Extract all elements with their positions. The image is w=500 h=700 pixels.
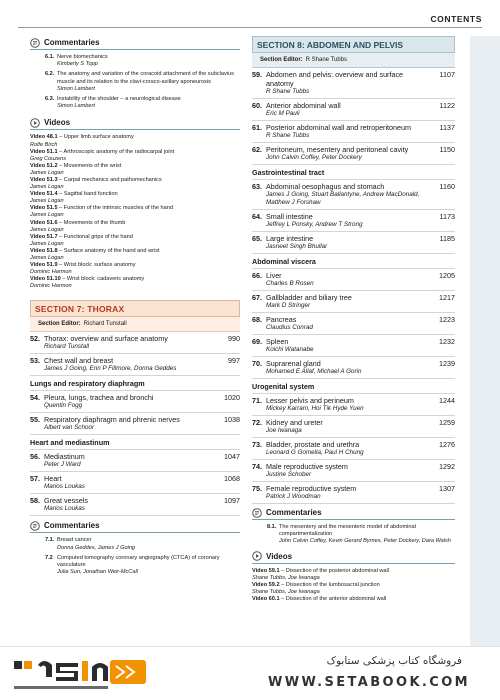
chapter-entry[interactable]	[252, 357, 455, 376]
video-title: – Dissection of the posterior abdominal wall	[279, 567, 390, 574]
commentary-number: 6.3.	[45, 96, 55, 103]
section-8-header: SECTION 8: ABDOMEN AND PELVIS	[252, 36, 455, 53]
video-label: Video 59.2	[252, 581, 280, 588]
chapter-body	[266, 271, 431, 288]
section-7	[30, 300, 240, 516]
chapter-authors: Leonard G Gomella, Paul H Chung	[266, 449, 364, 456]
chapter-authors: Eric M Pauli	[266, 110, 300, 117]
commentary-item	[252, 524, 455, 546]
video-item[interactable]	[30, 248, 240, 262]
chapter-entry[interactable]	[30, 472, 240, 491]
chapter-page: 1239	[439, 359, 455, 368]
chapter-entry[interactable]	[252, 416, 455, 435]
chapter-entry[interactable]	[252, 99, 455, 118]
side-band	[470, 36, 500, 646]
chapter-entry[interactable]	[252, 180, 455, 207]
video-item[interactable]	[30, 205, 240, 219]
video-label: Video 51.3	[30, 176, 58, 183]
store-url[interactable]: WWW.SETABOOK.COM	[267, 675, 470, 690]
chapter-authors: Patrick J Woodman	[266, 493, 321, 500]
commentary-number: 6.2.	[45, 71, 55, 78]
chapter-number: 74.	[252, 462, 262, 471]
chapter-title: Heart	[44, 474, 62, 484]
chapter-page: 1232	[439, 337, 455, 346]
chapter-body	[266, 234, 431, 251]
chapter-page: 1150	[439, 145, 455, 154]
commentary-authors: Kimberly S Topp	[57, 61, 98, 68]
commentaries-heading: Commentaries	[30, 36, 240, 50]
chapter-entry[interactable]	[252, 68, 455, 96]
chapter-entry[interactable]	[252, 121, 455, 140]
store-name: فروشگاه کتاب پزشکی ستابوک	[326, 655, 462, 667]
chapter-page: 1068	[224, 474, 240, 484]
chapter-body	[266, 123, 431, 140]
chapter-body	[266, 212, 431, 229]
video-item[interactable]	[30, 134, 240, 148]
chapter-title: Spleen	[266, 337, 289, 346]
chapter-page: 1097	[224, 496, 240, 506]
commentary-body	[57, 555, 240, 577]
video-item[interactable]	[30, 191, 240, 205]
video-authors: Shane Tubbs, Joe Iwanaga	[252, 588, 320, 595]
video-title: – Movements of the wrist	[57, 162, 122, 169]
chapter-entry[interactable]	[252, 438, 455, 457]
chapter-body	[266, 484, 431, 501]
video-label: Video 51.10	[30, 276, 61, 283]
chapter-number: 75.	[252, 484, 262, 493]
chapter-title: Large intestine	[266, 234, 314, 243]
chapter-body	[44, 452, 216, 469]
video-title: – Surface anatomy of the hand and wrist	[57, 247, 160, 254]
video-title: – Wrist block: cadaveric anatomy	[60, 276, 145, 283]
chapter-number: 61.	[252, 123, 262, 132]
video-label: Video 51.8	[30, 247, 58, 254]
videos-heading: Videos	[30, 116, 240, 130]
chapter-entry[interactable]	[30, 450, 240, 469]
chapter-title: Thorax: overview and surface anatomy	[44, 334, 168, 344]
section-7-header: SECTION 7: THORAX	[30, 300, 240, 317]
video-authors: James Logan	[30, 198, 64, 205]
chapter-title: Posterior abdominal wall and retroperitoneum	[266, 123, 412, 132]
chapter-page: 997	[228, 356, 240, 366]
video-label: Video 51.1	[30, 148, 58, 155]
subhead-heart: Heart and mediastinum	[30, 435, 240, 450]
commentaries-box-right	[252, 506, 455, 546]
chapter-authors: R Shane Tubbs	[266, 88, 310, 95]
commentary-title: Nerve biomechanics	[57, 54, 108, 60]
commentary-title: Breast cancer	[57, 537, 92, 544]
chapter-body	[44, 356, 216, 373]
commentaries-box-2	[30, 519, 240, 576]
chapter-entry[interactable]	[30, 391, 240, 410]
video-title: – Movements of the thumb	[57, 219, 126, 226]
commentary-authors: Simon Lambert	[57, 103, 95, 110]
chapter-title: Anterior abdominal wall	[266, 101, 341, 110]
chapter-number: 56.	[30, 452, 40, 462]
chapter-entry[interactable]	[252, 335, 455, 354]
video-item[interactable]	[30, 177, 240, 191]
chapter-number: 68.	[252, 315, 262, 324]
commentary-title: Computed tomography coronary angiography (CTCA) of coronary vasculature	[57, 554, 220, 569]
chapter-page: 1122	[439, 101, 455, 110]
chapter-title: Great vessels	[44, 496, 88, 506]
chapter-page: 1137	[439, 123, 455, 132]
commentary-authors: Simon Lambert	[57, 85, 95, 92]
chapter-number: 57.	[30, 474, 40, 484]
chapter-number: 62.	[252, 145, 262, 154]
video-item[interactable]	[30, 276, 240, 290]
video-authors: James Logan	[30, 226, 64, 233]
store-banner	[0, 646, 500, 700]
chapter-entry[interactable]	[252, 313, 455, 332]
video-title: – Functional grips of the hand	[57, 233, 133, 240]
video-authors: Greg Couzens	[30, 155, 67, 162]
subhead-lungs: Lungs and respiratory diaphragm	[30, 376, 240, 391]
chapter-page: 1173	[439, 212, 455, 221]
commentary-body	[279, 524, 455, 546]
subhead-urogenital: Urogenital system	[252, 379, 455, 394]
chapter-number: 53.	[30, 356, 40, 366]
chapter-entry[interactable]	[252, 232, 455, 251]
chapter-entry[interactable]	[252, 394, 455, 413]
commentaries-heading-2: Commentaries	[30, 519, 240, 533]
chapter-page: 1307	[439, 484, 455, 493]
video-title: – Arthroscopic anatomy of the radiocarpal joint	[57, 148, 175, 155]
video-authors: James Logan	[30, 240, 64, 247]
commentary-authors: Julia Sun, Jonathan Weir-McCall	[57, 569, 138, 576]
video-title: – Upper limb surface anatomy	[57, 134, 134, 141]
chapter-authors: Justine Schober	[266, 471, 312, 478]
chapter-entry[interactable]	[30, 354, 240, 373]
chapter-page: 1107	[439, 70, 455, 79]
chapter-page: 1259	[439, 418, 455, 427]
video-authors: Rolfe Birch	[30, 141, 58, 148]
chapter-title: Chest wall and breast	[44, 356, 114, 366]
chapter-page: 990	[228, 334, 240, 344]
chapter-title: Gallbladder and biliary tree	[266, 293, 352, 302]
chapter-divider	[30, 515, 240, 516]
chapter-page: 1244	[439, 396, 455, 405]
chapter-entry[interactable]	[252, 269, 455, 288]
video-item[interactable]	[252, 596, 455, 603]
video-authors: Dominic Harmon	[30, 269, 72, 276]
chapter-title: Bladder, prostate and urethra	[266, 440, 360, 449]
chapter-page: 1217	[439, 293, 455, 302]
chapter-page: 1160	[439, 182, 455, 191]
chapter-body	[266, 145, 431, 162]
chapter-body	[266, 315, 431, 332]
chapter-page: 1205	[439, 271, 455, 280]
chapter-body	[44, 393, 216, 410]
commentary-authors: Donna Geddes, James J Going	[57, 544, 136, 551]
chapter-entry[interactable]	[252, 291, 455, 310]
chapter-number: 67.	[252, 293, 262, 302]
chapter-title: Liver	[266, 271, 282, 280]
chapter-body	[44, 496, 216, 513]
video-label: Video 51.9	[30, 262, 58, 269]
commentary-number: 8.1.	[267, 524, 277, 530]
chapter-title: Mediastinum	[44, 452, 85, 462]
video-title: – Function of the intrinsic muscles of the hand	[57, 205, 173, 212]
chapter-authors: Richard Tunstall	[44, 343, 90, 351]
chapter-authors: James J Going, Stuart Ballantyne, Andrew MacDonald, Matthew J Forshaw	[266, 191, 420, 206]
chapter-authors: Joe Iwanaga	[266, 427, 302, 434]
setabook-logo	[10, 655, 150, 695]
chapter-divider	[252, 503, 455, 504]
chapter-authors: John Calvin Coffey, Peter Dockery	[266, 154, 362, 161]
chapter-authors: James J Going, Erin P Fillmore, Donna Geddes	[44, 365, 177, 373]
chapter-title: Abdomen and pelvis: overview and surface anatomy	[266, 70, 404, 88]
video-label: Video 51.5	[30, 205, 58, 212]
video-authors: James Logan	[30, 255, 64, 262]
commentary-body	[57, 96, 240, 110]
video-label: Video 48.1	[30, 134, 58, 141]
chapter-authors: Jasneet Singh Bhullar	[266, 243, 328, 250]
chapter-body	[44, 334, 216, 351]
video-authors: James Logan	[30, 184, 64, 191]
chapter-page: 1185	[439, 234, 455, 243]
chapter-page: 1038	[224, 415, 240, 425]
commentary-title: The mesentery and the mesenteric model of abdominal compartmentalization	[279, 524, 416, 538]
commentary-item	[30, 96, 240, 110]
left-column	[30, 36, 240, 580]
header-rule	[18, 27, 482, 28]
video-item[interactable]	[30, 220, 240, 234]
chapter-title: Kidney and ureter	[266, 418, 323, 427]
commentary-body	[57, 537, 240, 551]
commentary-item	[30, 537, 240, 551]
chapter-body	[266, 462, 431, 479]
chapter-title: Pancreas	[266, 315, 297, 324]
chapter-number: 63.	[252, 182, 262, 191]
video-label: Video 51.2	[30, 162, 58, 169]
commentary-number: 6.1.	[45, 54, 55, 60]
chapter-entry[interactable]	[252, 210, 455, 229]
videos-box-right	[252, 550, 455, 603]
video-item[interactable]	[30, 234, 240, 248]
commentaries-box	[30, 36, 240, 110]
commentary-title: Instability of the shoulder – a neurological disease	[57, 96, 181, 103]
chapter-body	[44, 474, 216, 491]
commentary-icon	[30, 38, 40, 48]
chapter-authors: Marios Loukas	[44, 505, 85, 513]
chapter-authors: Albert van Schoor	[44, 424, 95, 432]
page-header	[0, 0, 500, 30]
chapter-title: Lesser pelvis and perineum	[266, 396, 354, 405]
chapter-body	[266, 337, 431, 354]
commentary-item	[30, 555, 240, 577]
chapter-authors: Koichi Watanabe	[266, 346, 314, 353]
chapter-body	[266, 440, 431, 457]
chapter-authors: Mohamed E Allaf, Michael A Gorin	[266, 368, 362, 375]
chapter-authors: Jeffrey L Ponsky, Andrew T Strong	[266, 221, 363, 228]
chapter-entry[interactable]	[252, 482, 455, 501]
chapter-number: 59.	[252, 70, 262, 79]
commentaries-heading-right: Commentaries	[252, 506, 455, 520]
videos-box	[30, 116, 240, 290]
chapter-number: 55.	[30, 415, 40, 425]
chapter-number: 69.	[252, 337, 262, 346]
chapter-entry[interactable]	[30, 494, 240, 513]
chapter-entry[interactable]	[30, 332, 240, 351]
chapter-page: 1223	[439, 315, 455, 324]
chapter-title: Female reproductive system	[266, 484, 357, 493]
commentary-title: The anatomy and variation of the coracoid attachment of the subclavius muscle and its relation to the clavi-coraco-axillary aponeurosis	[57, 71, 234, 85]
chapter-page: 1276	[439, 440, 455, 449]
page-title: CONTENTS	[430, 14, 482, 24]
chapter-number: 58.	[30, 496, 40, 506]
chapter-authors: Charles B Rosen	[266, 280, 314, 287]
commentary-number: 7.2	[45, 554, 53, 561]
video-item[interactable]	[252, 582, 455, 596]
commentary-authors: John Calvin Coffey, Kevin Gerard Byrnes, Peter Dockery, Dara Walsh	[279, 538, 451, 545]
video-item[interactable]	[30, 262, 240, 276]
video-label: Video 51.7	[30, 233, 58, 240]
chapter-number: 70.	[252, 359, 262, 368]
chapter-authors: R Shane Tubbs	[266, 132, 310, 139]
video-item[interactable]	[252, 568, 455, 582]
video-title: – Wrist block: surface anatomy	[57, 262, 136, 269]
commentary-body	[57, 71, 240, 93]
commentary-body	[57, 54, 240, 68]
section-7-editor: Section Editor: Richard Tunstall	[30, 317, 240, 332]
chapter-authors: Claudius Conrad	[266, 324, 313, 331]
chapter-body	[266, 359, 431, 376]
chapter-number: 72.	[252, 418, 262, 427]
chapter-body	[44, 415, 216, 432]
commentary-icon	[252, 508, 262, 518]
video-label: Video 59.1	[252, 567, 280, 574]
video-label: Video 51.6	[30, 219, 58, 226]
video-authors: Shane Tubbs, Joe Iwanaga	[252, 574, 320, 581]
chapter-body	[266, 293, 431, 310]
commentary-item	[30, 71, 240, 93]
chapter-title: Peritoneum, mesentery and peritoneal cavity	[266, 145, 409, 154]
video-icon	[252, 551, 262, 561]
chapter-number: 73.	[252, 440, 262, 449]
chapter-number: 64.	[252, 212, 262, 221]
chapter-authors: Marios Loukas	[44, 483, 85, 491]
video-authors: Dominic Harmon	[30, 283, 72, 290]
chapter-body	[266, 182, 431, 207]
chapter-number: 60.	[252, 101, 262, 110]
section-8-editor: Section Editor: R Shane Tubbs	[252, 53, 455, 68]
chapter-authors: Quentin Fogg	[44, 402, 83, 410]
chapter-number: 52.	[30, 334, 40, 344]
chapter-authors: Peter J Ward	[44, 461, 81, 469]
video-title: – Sagittal band function	[57, 191, 118, 198]
chapter-body	[266, 396, 431, 413]
subhead-viscera: Abdominal viscera	[252, 254, 455, 269]
chapter-body	[266, 418, 431, 435]
chapter-number: 71.	[252, 396, 262, 405]
commentary-icon	[30, 521, 40, 531]
chapter-authors: Mickey Karram, Hoi Tik Hyde Yuen	[266, 405, 364, 412]
subhead-gi: Gastrointestinal tract	[252, 165, 455, 180]
chapter-title: Pleura, lungs, trachea and bronchi	[44, 393, 154, 403]
commentary-number: 7.1.	[45, 537, 55, 544]
chapter-number: 54.	[30, 393, 40, 403]
video-item[interactable]	[30, 163, 240, 177]
video-title: – Dissection of the anterior abdominal wall	[279, 595, 387, 602]
chapter-title: Respiratory diaphragm and phrenic nerves	[44, 415, 180, 425]
right-column	[252, 36, 455, 603]
chapter-number: 66.	[252, 271, 262, 280]
chapter-body	[266, 101, 431, 118]
chapter-title: Male reproductive system	[266, 462, 348, 471]
chapter-authors: Mark D Stringer	[266, 302, 311, 309]
chapter-title: Small intestine	[266, 212, 313, 221]
chapter-title: Abdominal oesophagus and stomach	[266, 182, 385, 191]
video-title: – Dissection of the lumbosacral junction	[279, 581, 380, 588]
chapter-entry[interactable]	[30, 413, 240, 432]
commentary-item	[30, 54, 240, 68]
chapter-entry[interactable]	[252, 460, 455, 479]
chapter-number: 65.	[252, 234, 262, 243]
chapter-page: 1020	[224, 393, 240, 403]
video-label: Video 60.1	[252, 595, 280, 602]
videos-heading-right: Videos	[252, 550, 455, 564]
chapter-entry[interactable]	[252, 143, 455, 162]
video-icon	[30, 118, 40, 128]
video-item[interactable]	[30, 149, 240, 163]
chapter-title: Suprarenal gland	[266, 359, 321, 368]
chapter-body	[266, 70, 431, 96]
chapter-page: 1047	[224, 452, 240, 462]
video-label: Video 51.4	[30, 191, 58, 198]
chapter-page: 1292	[439, 462, 455, 471]
video-authors: James Logan	[30, 169, 64, 176]
video-title: – Carpal mechanics and pathomechanics	[57, 176, 162, 183]
video-authors: James Logan	[30, 212, 64, 219]
